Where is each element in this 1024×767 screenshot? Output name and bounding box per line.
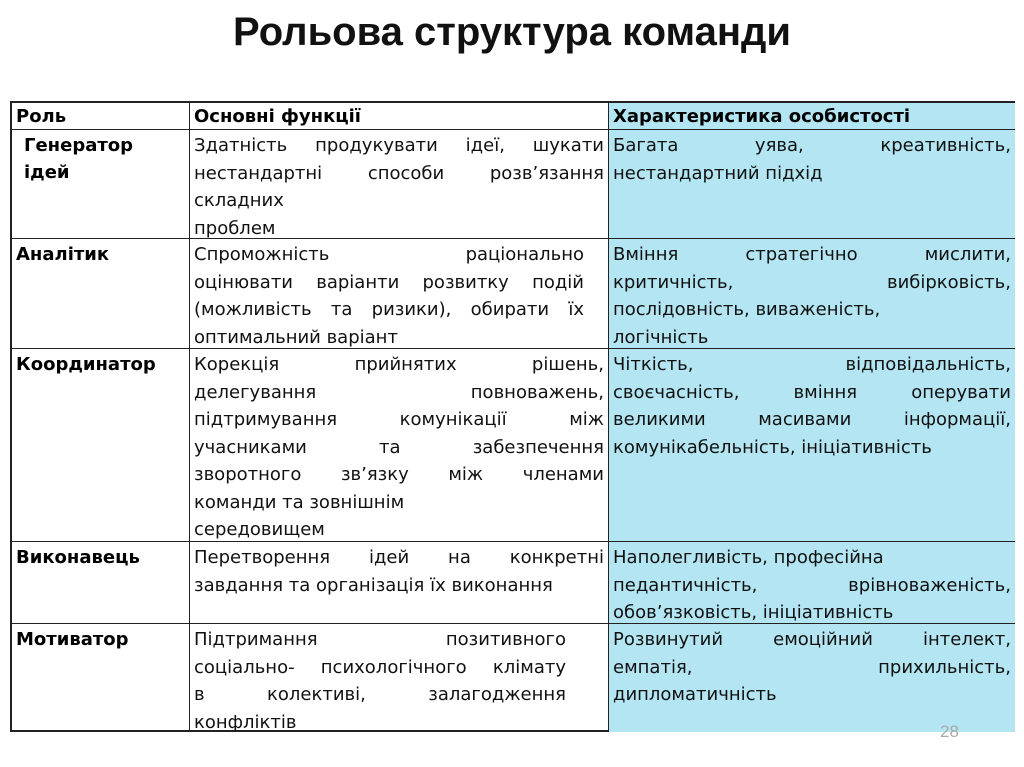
functions-text-line: в колективі, залагодження <box>194 684 566 705</box>
functions-text-line: підтримування комунікації між <box>194 409 604 430</box>
role-name-line: Мотиватор <box>16 629 129 650</box>
header-functions <box>190 103 609 130</box>
role-name-line: Генератор <box>24 135 134 156</box>
functions-cell <box>190 239 609 349</box>
functions-text-line: зворотного зв’язку між членами <box>194 464 604 485</box>
functions-text-line: Підтримання позитивного <box>194 629 566 650</box>
traits-text-line: своєчасність, вміння оперувати <box>613 381 1011 403</box>
role-name-line: Виконавець <box>16 547 140 568</box>
role-cell <box>12 239 190 349</box>
functions-text-line: нестандартні способи розв’язання <box>194 162 604 184</box>
traits-cell <box>609 349 1015 542</box>
functions-text-line: завдання та організація їх виконання <box>194 574 553 596</box>
header-label: Характеристика особистості <box>613 106 911 127</box>
functions-cell <box>190 542 609 624</box>
traits-text-line: Чіткість, відповідальність, <box>613 354 1011 375</box>
functions-text-line: оптимальний варіант <box>194 326 398 348</box>
functions-text-line: Здатність продукувати ідеї, шукати <box>194 135 604 156</box>
traits-cell <box>609 239 1015 349</box>
functions-cell <box>190 624 609 732</box>
traits-text-line: обов’язковість, ініціативність <box>613 602 894 623</box>
functions-text-line: учасниками та забезпечення <box>194 436 604 458</box>
page-number: 28 <box>940 722 959 741</box>
traits-text-line: педантичність, врівноваженість, <box>613 574 1011 596</box>
traits-text-line: емпатія, прихильність, <box>613 656 1011 678</box>
roles-table <box>10 101 1015 732</box>
header-label: Основні функції <box>194 106 361 127</box>
functions-text-line: команди та зовнішнім <box>194 491 405 513</box>
traits-text-line: Багата уява, креативність, <box>613 135 1011 156</box>
traits-text-line: Розвинутий емоційний інтелект, <box>613 629 1011 650</box>
functions-text-line: (можливість та ризики), обирати їх <box>194 299 584 320</box>
functions-text-line: складних <box>194 190 284 211</box>
traits-cell <box>609 130 1015 239</box>
functions-text-line: Корекція прийнятих рішень, <box>194 354 604 375</box>
header-traits <box>609 103 1015 130</box>
functions-text-line: проблем <box>194 217 276 239</box>
traits-cell <box>609 542 1015 624</box>
functions-text-line: Спроможність раціонально <box>194 244 584 265</box>
header-role <box>12 103 190 130</box>
traits-cell <box>609 624 1015 732</box>
traits-text-line: Наполегливість, професійна <box>613 547 884 568</box>
functions-text-line: середовищем <box>194 519 325 540</box>
traits-text-line: нестандартний підхід <box>613 162 823 184</box>
role-name-line: ідей <box>24 162 70 183</box>
slide-title: Рольова структура команди <box>233 10 791 54</box>
role-name-line: Координатор <box>16 354 156 375</box>
header-label: Роль <box>16 106 67 127</box>
functions-text-line: Перетворення ідей на конкретні <box>194 547 604 568</box>
role-cell <box>12 130 190 239</box>
traits-text-line: дипломатичність <box>613 684 777 705</box>
traits-text-line: комунікабельність, ініціативність <box>613 436 932 458</box>
traits-text-line: Вміння стратегічно мислити, <box>613 244 1011 265</box>
functions-text-line: делегування повноважень, <box>194 381 604 403</box>
functions-text-line: соціально- психологічного клімату <box>194 656 566 678</box>
role-cell <box>12 542 190 624</box>
functions-text-line: оцінювати варіанти розвитку подій <box>194 271 584 293</box>
role-name-line: Аналітик <box>16 244 110 265</box>
traits-text-line: послідовність, виваженість, <box>613 299 881 320</box>
traits-text-line: великими масивами інформації, <box>613 409 1011 430</box>
functions-text-line: конфліктів <box>194 711 297 732</box>
role-cell <box>12 624 190 732</box>
functions-cell <box>190 349 609 542</box>
functions-cell <box>190 130 609 239</box>
role-cell <box>12 349 190 542</box>
traits-text-line: логічність <box>613 326 709 348</box>
traits-text-line: критичність, вибірковість, <box>613 271 1011 293</box>
